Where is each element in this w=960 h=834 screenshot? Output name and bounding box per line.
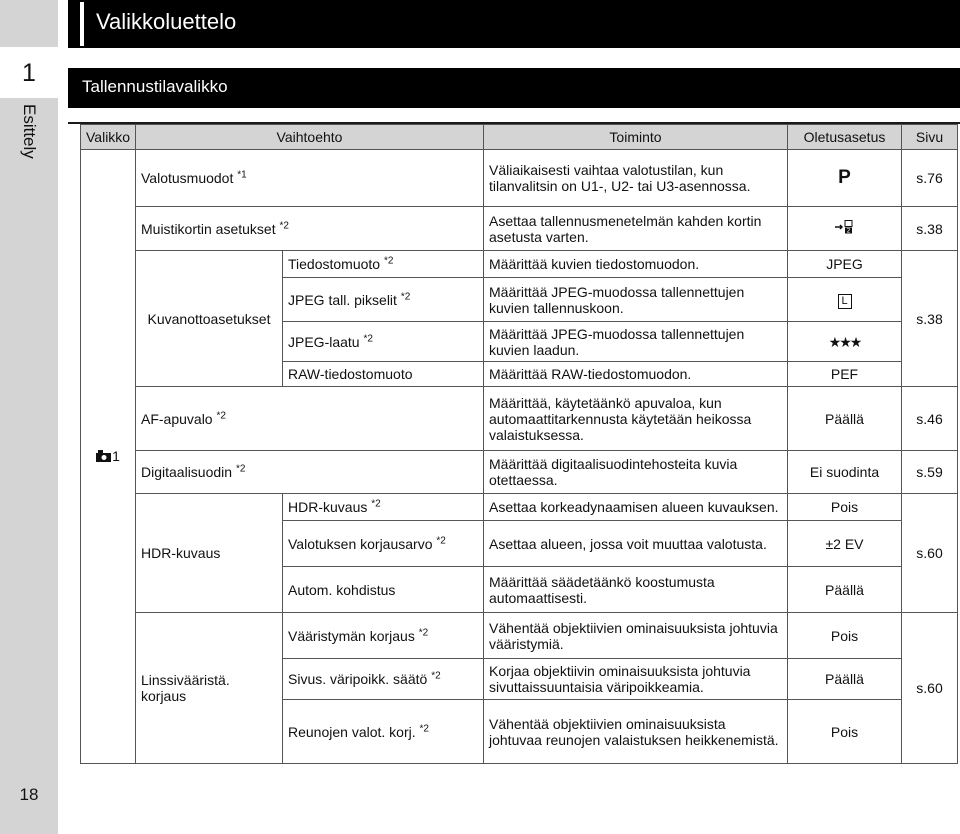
jpegpiks-desc: Määrittää JPEG-muodossa tallennettujen kuvien tallennuskoon. bbox=[484, 278, 788, 322]
sivus-default: Päällä bbox=[788, 659, 902, 700]
kuvanotto-name: Kuvanottoasetukset bbox=[136, 251, 283, 387]
menu-table bbox=[80, 124, 958, 764]
raw-default: PEF bbox=[788, 362, 902, 387]
menu-cell: 1 bbox=[81, 150, 136, 764]
reunojen-name: Reunojen valot. korj. $^{*2}$ bbox=[283, 700, 484, 764]
size-large-icon: L bbox=[838, 294, 852, 309]
af-name: AF-apuvalo $^{*2}$ bbox=[136, 387, 484, 451]
hdr-default: Pois bbox=[788, 494, 902, 521]
af-default: Päällä bbox=[788, 387, 902, 451]
jpegpiks-name: JPEG tall. pikselit $^{*2}$ bbox=[283, 278, 484, 322]
section-bar bbox=[68, 68, 960, 108]
vaaristyma-name: Vääristymän korjaus $^{*2}$ bbox=[283, 613, 484, 659]
raw-desc: Määrittää RAW-tiedostomuodon. bbox=[484, 362, 788, 387]
valotuskorj-name: Valotuksen korjausarvo $^{*2}$ bbox=[283, 521, 484, 567]
dual-card-icon bbox=[834, 221, 856, 237]
col-header-valikko: Valikko bbox=[81, 125, 136, 150]
chapter-sidebar bbox=[0, 0, 58, 834]
chapter-number: 1 bbox=[0, 47, 58, 98]
muistikortti-name: Muistikortin asetukset $^{*2}$ bbox=[136, 207, 484, 251]
table-row bbox=[81, 251, 958, 278]
table-row bbox=[81, 613, 958, 659]
table-row bbox=[81, 150, 958, 207]
hdr-name: HDR-kuvaus $^{*2}$ bbox=[283, 494, 484, 521]
table-header-row bbox=[81, 125, 958, 150]
digi-page: s.59 bbox=[902, 451, 958, 494]
digi-default: Ei suodinta bbox=[788, 451, 902, 494]
muistikortti-desc: Asettaa tallennusmenetelmän kahden kortin asetusta varten. bbox=[484, 207, 788, 251]
digi-name: Digitaalisuodin $^{*2}$ bbox=[136, 451, 484, 494]
hdr-page: s.60 bbox=[902, 494, 958, 613]
header-tick bbox=[80, 2, 84, 46]
page-header bbox=[68, 0, 960, 48]
table-row bbox=[81, 451, 958, 494]
autom-name: Autom. kohdistus bbox=[283, 567, 484, 613]
autom-default: Päällä bbox=[788, 567, 902, 613]
muistikortti-default bbox=[788, 207, 902, 251]
linssi-page: s.60 bbox=[902, 613, 958, 764]
valotusmuodot-default: P bbox=[788, 150, 902, 207]
jpeglaatu-desc: Määrittää JPEG-muodossa tallennettujen kuvien laadun. bbox=[484, 322, 788, 362]
chapter-title: Esittely bbox=[20, 104, 39, 159]
reunojen-desc: Vähentää objektiivien ominaisuuksista johtuvaa reunojen valaistuksen heikkenemistä. bbox=[484, 700, 788, 764]
header-title: Valikkoluettelo bbox=[96, 9, 237, 34]
valotuskorj-desc: Asettaa alueen, jossa voit muuttaa valotusta. bbox=[484, 521, 788, 567]
af-desc: Määrittää, käytetäänkö apuvaloa, kun automaattitarkennusta käytetään heikossa valaistuksessa. bbox=[484, 387, 788, 451]
tiedostomuoto-desc: Määrittää kuvien tiedostomuodon. bbox=[484, 251, 788, 278]
jpegpiks-default bbox=[788, 278, 902, 322]
digi-desc: Määrittää digitaalisuodintehosteita kuvia otettaessa. bbox=[484, 451, 788, 494]
raw-name: RAW-tiedostomuoto bbox=[283, 362, 484, 387]
tiedostomuoto-default: JPEG bbox=[788, 251, 902, 278]
jpeglaatu-default: ★★★ bbox=[788, 322, 902, 362]
jpeglaatu-name: JPEG-laatu $^{*2}$ bbox=[283, 322, 484, 362]
valotusmuodot-name: Valotusmuodot $^{*1}$ bbox=[136, 150, 484, 207]
col-header-toiminto: Toiminto bbox=[484, 125, 788, 150]
vaaristyma-desc: Vähentää objektiivien ominaisuuksista johtuvia vääristymiä. bbox=[484, 613, 788, 659]
hdr-group-name: HDR-kuvaus bbox=[136, 494, 283, 613]
tiedostomuoto-name: Tiedostomuoto $^{*2}$ bbox=[283, 251, 484, 278]
af-page: s.46 bbox=[902, 387, 958, 451]
page-number: 18 bbox=[19, 785, 39, 804]
col-header-vaihtoehto: Vaihtoehto bbox=[136, 125, 484, 150]
svg-text:2: 2 bbox=[846, 227, 850, 234]
table-row bbox=[81, 387, 958, 451]
sivus-desc: Korjaa objektiivin ominaisuuksista johtuvia sivuttaissuuntaisia väripoikkeamia. bbox=[484, 659, 788, 700]
col-header-oletusasetus: Oletusasetus bbox=[788, 125, 902, 150]
sivus-name: Sivus. väripoikk. säätö $^{*2}$ bbox=[283, 659, 484, 700]
hdr-desc: Asettaa korkeadynaamisen alueen kuvauksen. bbox=[484, 494, 788, 521]
valotusmuodot-desc: Väliaikaisesti vaihtaa valotustilan, kun tilanvalitsin on U1-, U2- tai U3-asennossa. bbox=[484, 150, 788, 207]
table-row bbox=[81, 494, 958, 521]
kuvanotto-page: s.38 bbox=[902, 251, 958, 387]
camera-icon bbox=[96, 449, 111, 465]
valotusmuodot-page: s.76 bbox=[902, 150, 958, 207]
muistikortti-page: s.38 bbox=[902, 207, 958, 251]
vaaristyma-default: Pois bbox=[788, 613, 902, 659]
reunojen-default: Pois bbox=[788, 700, 902, 764]
table-row bbox=[81, 207, 958, 251]
valotuskorj-default: ±2 EV bbox=[788, 521, 902, 567]
linssi-group-name: Linssivääristä. korjaus bbox=[136, 613, 283, 764]
autom-desc: Määrittää säädetäänkö koostumusta automaattisesti. bbox=[484, 567, 788, 613]
col-header-sivu: Sivu bbox=[902, 125, 958, 150]
section-title: Tallennustilavalikko bbox=[82, 77, 228, 96]
